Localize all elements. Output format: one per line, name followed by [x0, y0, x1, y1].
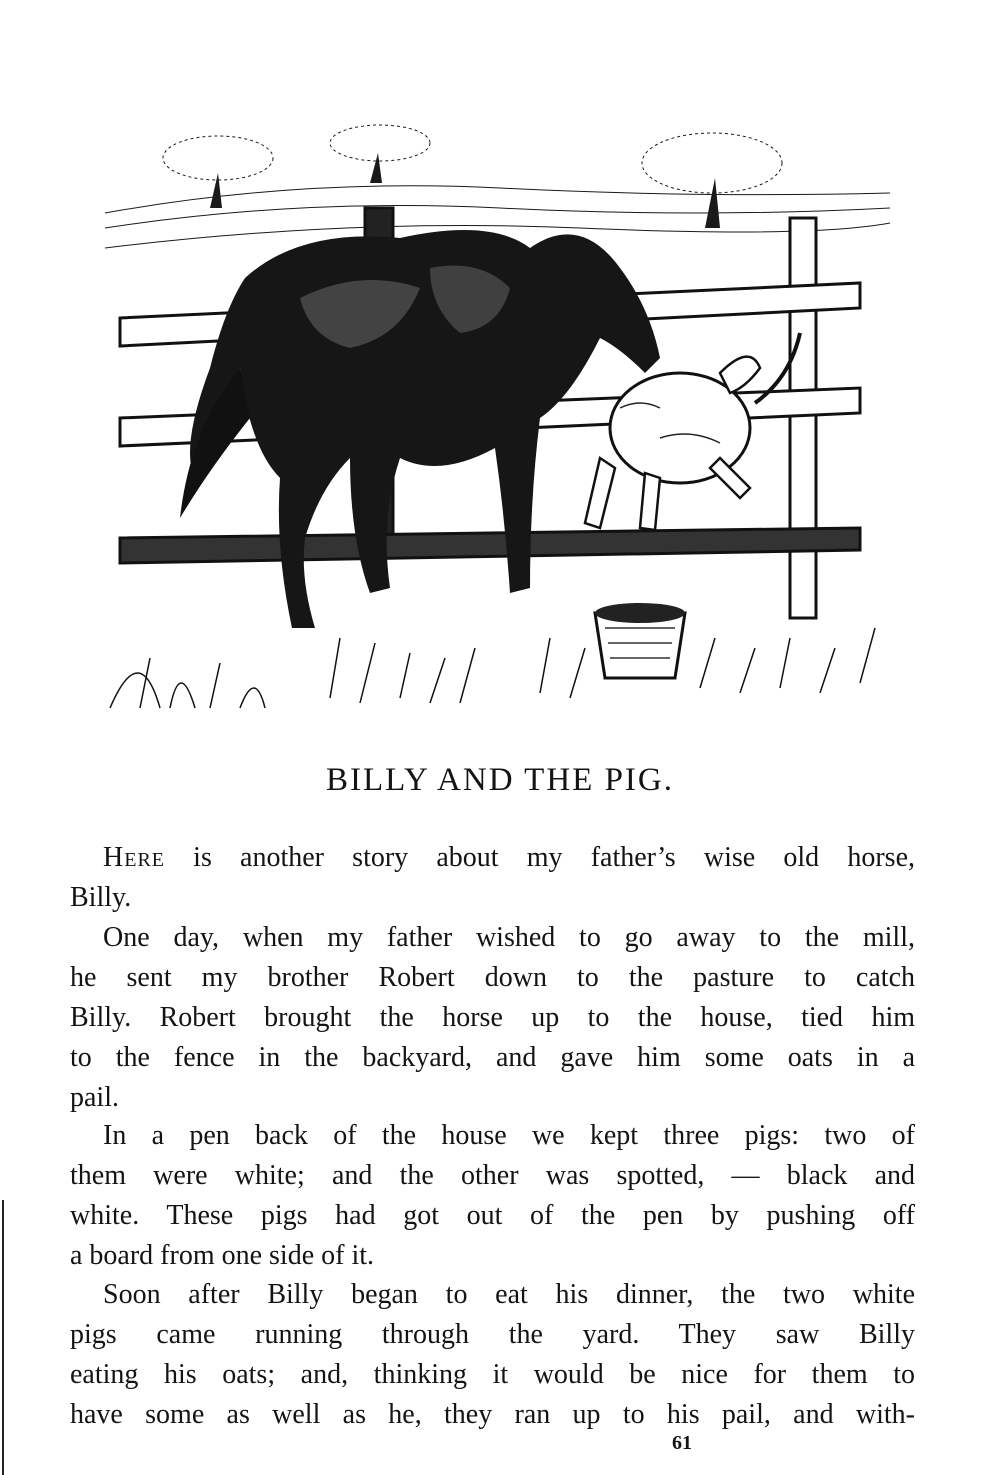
paragraph-2 [70, 918, 915, 1118]
text-line: white. These pigs had got out of the pen by pushing off [70, 1200, 915, 1231]
text-line: them were white; and the other was spotted, — black and [70, 1160, 915, 1191]
text-line: have some as well as he, they ran up to his pail, and with- [70, 1399, 915, 1430]
text-line: In a pen back of the house we kept three pigs: two of [103, 1120, 915, 1151]
page-number: 61 [672, 1432, 692, 1454]
paragraph-4 [70, 1275, 915, 1435]
pig-icon [585, 357, 760, 530]
text-line: Soon after Billy began to eat his dinner, the two white [103, 1279, 915, 1310]
horse-and-pig-illustration [100, 118, 895, 718]
text-line: to the fence in the backyard, and gave him some oats in a [70, 1042, 915, 1073]
paragraph-3 [70, 1116, 915, 1276]
text-line: pail. [70, 1082, 119, 1113]
text-line: Here is another story about my father’s wise old horse, [103, 842, 915, 873]
page-edge-rule [2, 1200, 4, 1475]
text-line: One day, when my father wished to go away to the mill, [103, 922, 915, 953]
text-line: a board from one side of it. [70, 1240, 375, 1271]
text-line: Billy. Robert brought the horse up to the house, tied him [70, 1002, 915, 1033]
text-line: pigs came running through the yard. They saw Billy [70, 1319, 915, 1350]
paragraph-1 [70, 838, 915, 918]
drop-lead-word: Here [103, 842, 165, 873]
story-title: BILLY AND THE PIG. [325, 762, 675, 798]
text-line: eating his oats; and, thinking it would be nice for them to [70, 1359, 915, 1390]
text-line: he sent my brother Robert down to the pasture to catch [70, 962, 915, 993]
pail-icon [595, 603, 685, 678]
text-line: Billy. [70, 882, 132, 913]
